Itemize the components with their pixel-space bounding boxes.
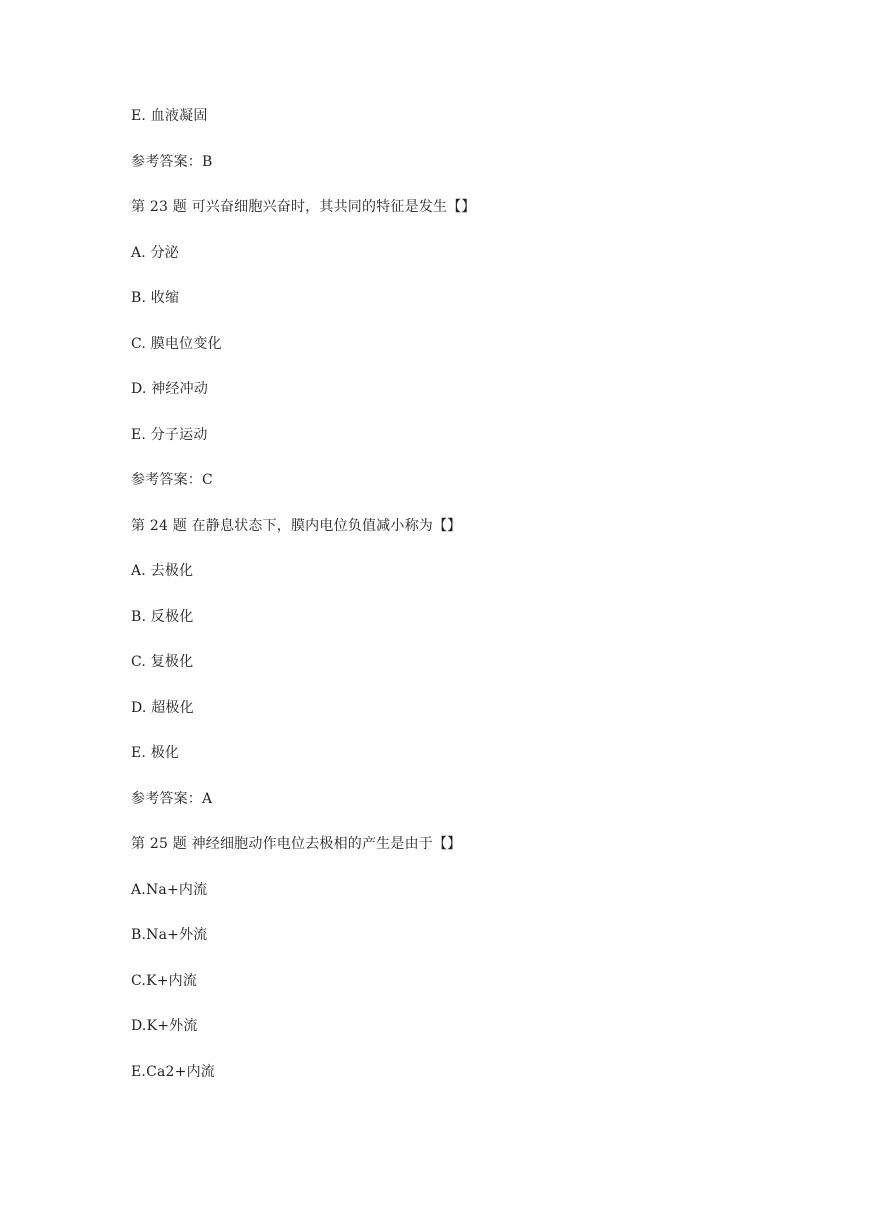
answer-22: 参考答案：B xyxy=(131,154,213,170)
q23-option-d: D. 神经冲动 xyxy=(131,381,209,397)
q25-option-b: B.Na+外流 xyxy=(131,927,208,943)
answer-23: 参考答案：C xyxy=(131,472,213,488)
question-25: 第 25 题 神经细胞动作电位去极相的产生是由于【】 xyxy=(131,836,462,852)
q25-option-c: C.K+内流 xyxy=(131,973,198,989)
q24-option-c: C. 复极化 xyxy=(131,654,194,670)
question-24: 第 24 题 在静息状态下，膜内电位负值减小称为【】 xyxy=(131,518,462,534)
q24-option-b: B. 反极化 xyxy=(131,609,194,625)
q23-option-a: A. 分泌 xyxy=(131,245,180,261)
q23-option-c: C. 膜电位变化 xyxy=(131,336,222,352)
q25-option-d: D.K+外流 xyxy=(131,1018,198,1034)
q25-option-a: A.Na+内流 xyxy=(131,882,208,898)
q23-option-e: E. 分子运动 xyxy=(131,427,208,443)
answer-24: 参考答案：A xyxy=(131,791,213,807)
q25-option-e: E.Ca2+内流 xyxy=(131,1064,215,1080)
question-23: 第 23 题 可兴奋细胞兴奋时，其共同的特征是发生【】 xyxy=(131,199,476,215)
option-e-prev: E. 血液凝固 xyxy=(131,108,208,124)
q24-option-e: E. 极化 xyxy=(131,745,180,761)
q24-option-a: A. 去极化 xyxy=(131,563,194,579)
q23-option-b: B. 收缩 xyxy=(131,290,180,306)
q24-option-d: D. 超极化 xyxy=(131,700,194,716)
